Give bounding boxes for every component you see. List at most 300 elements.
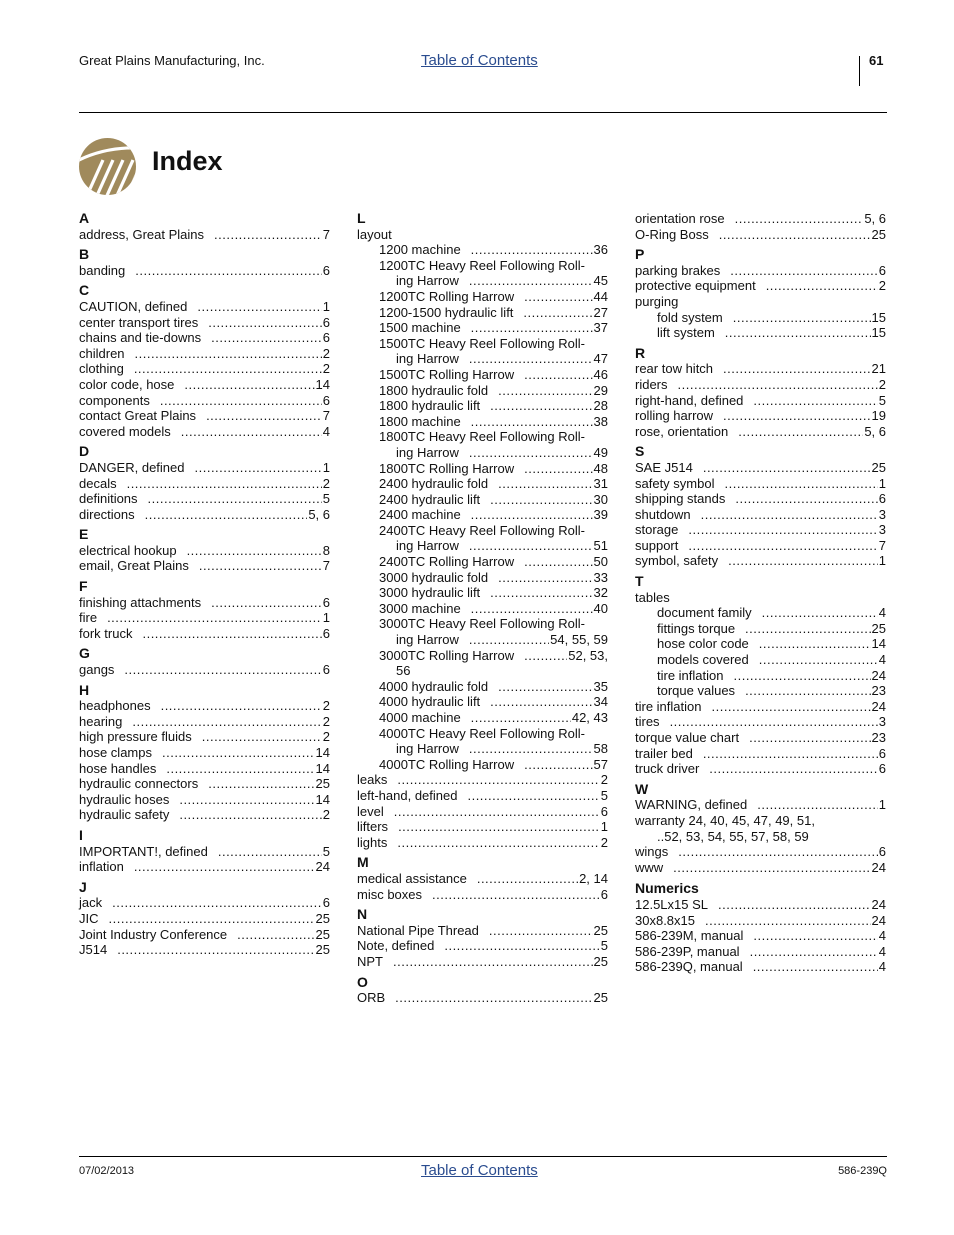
dot-leader bbox=[211, 330, 322, 346]
index-entry-page: 15 bbox=[871, 309, 886, 325]
index-entry-page: 52, 53, bbox=[568, 647, 608, 663]
index-entry-term: children bbox=[79, 345, 125, 361]
index-entry-page: 4 bbox=[878, 652, 886, 668]
index-entry-page: 37 bbox=[593, 320, 608, 336]
index-entry-term: 4000 hydraulic lift bbox=[379, 694, 481, 710]
index-entry bbox=[357, 367, 608, 383]
dot-leader bbox=[523, 305, 592, 321]
index-entry-page: 42, 43 bbox=[571, 710, 608, 725]
index-entry-term: 2400 machine bbox=[379, 507, 461, 523]
dot-leader bbox=[709, 761, 877, 777]
index-entry-term: 1500 machine bbox=[379, 320, 461, 336]
index-entry bbox=[357, 383, 608, 399]
index-entry bbox=[635, 393, 886, 409]
index-entry bbox=[357, 788, 608, 804]
index-entry-term: ing Harrow bbox=[396, 351, 459, 367]
index-entry-page: 6 bbox=[322, 895, 330, 911]
index-entry bbox=[79, 476, 330, 492]
index-entry-page: 6 bbox=[322, 314, 330, 330]
index-entry bbox=[357, 476, 608, 492]
footer-toc-link[interactable]: Table of Contents bbox=[421, 1162, 538, 1179]
index-entry bbox=[79, 460, 330, 476]
index-entry-page: 28 bbox=[593, 398, 608, 414]
index-entry-term: 1800TC Heavy Reel Following Roll- bbox=[379, 429, 585, 445]
index-entry bbox=[79, 807, 330, 823]
dot-leader bbox=[181, 424, 322, 440]
index-entry-term: 1800TC Rolling Harrow bbox=[379, 460, 515, 476]
index-entry-page: 2 bbox=[322, 361, 330, 377]
index-entry-term: right-hand, defined bbox=[635, 392, 744, 408]
index-entry bbox=[635, 928, 886, 944]
index-entry-term: safety symbol bbox=[635, 475, 715, 491]
dot-leader bbox=[498, 476, 592, 492]
index-entry-term: high pressure fluids bbox=[79, 729, 192, 745]
dot-leader bbox=[678, 377, 878, 393]
index-entry-term: directions bbox=[79, 506, 135, 522]
dot-leader bbox=[753, 928, 877, 944]
index-entry-term: hearing bbox=[79, 713, 123, 729]
index-entry-term: symbol, safety bbox=[635, 553, 719, 569]
index-entry bbox=[357, 601, 608, 617]
index-entry bbox=[357, 679, 608, 695]
index-entry-page: 4 bbox=[878, 605, 886, 621]
index-entry bbox=[79, 315, 330, 331]
index-section-heading: B bbox=[79, 246, 90, 263]
index-entry-term: lights bbox=[357, 834, 388, 850]
index-entry bbox=[635, 263, 886, 279]
dot-leader bbox=[688, 538, 877, 554]
dot-leader bbox=[469, 632, 549, 648]
index-entry-term: finishing attachments bbox=[79, 594, 202, 610]
index-section-heading: O bbox=[357, 973, 368, 990]
index-entry-term: 4000 machine bbox=[379, 710, 461, 725]
index-entry-page: 2 bbox=[600, 834, 608, 850]
index-entry-page: 2 bbox=[322, 698, 330, 714]
header-divider bbox=[859, 56, 860, 86]
dot-leader bbox=[498, 570, 592, 586]
index-entry bbox=[357, 819, 608, 835]
index-entry bbox=[79, 662, 330, 678]
index-entry bbox=[357, 772, 608, 788]
index-entry-term: 2400 hydraulic fold bbox=[379, 476, 489, 492]
index-entry bbox=[635, 621, 886, 637]
index-entry-term: banding bbox=[79, 262, 126, 278]
index-entry bbox=[635, 761, 886, 777]
index-entry-term: tire inflation bbox=[657, 667, 724, 683]
index-entry bbox=[79, 729, 330, 745]
index-entry-page: 25 bbox=[315, 926, 330, 942]
index-entry-term: 1200TC Heavy Reel Following Roll- bbox=[379, 257, 585, 273]
dot-leader bbox=[202, 729, 322, 745]
index-entry-term: 4000 hydraulic fold bbox=[379, 678, 489, 694]
dot-leader bbox=[723, 361, 870, 377]
index-entry-page: 47 bbox=[593, 351, 608, 367]
dot-leader bbox=[471, 242, 593, 258]
dot-leader bbox=[705, 913, 871, 929]
index-entry bbox=[635, 636, 886, 652]
dot-leader bbox=[206, 408, 322, 424]
index-section-heading: H bbox=[79, 681, 90, 698]
dot-leader bbox=[498, 383, 592, 399]
index-entry-page: 15 bbox=[871, 325, 886, 341]
index-entry bbox=[635, 361, 886, 377]
dot-leader bbox=[148, 491, 322, 507]
index-entry-term: 2400 hydraulic lift bbox=[379, 491, 481, 507]
dot-leader bbox=[735, 211, 864, 227]
index-entry bbox=[79, 776, 330, 792]
index-entry bbox=[79, 714, 330, 730]
index-entry bbox=[357, 923, 608, 939]
dot-leader bbox=[195, 460, 322, 476]
index-entry-term: 4000TC Heavy Reel Following Roll- bbox=[379, 725, 585, 741]
dot-leader bbox=[208, 315, 322, 331]
index-entry-page: 5 bbox=[600, 938, 608, 954]
index-entry-page: 6 bbox=[322, 262, 330, 278]
index-entry-text: warranty 24, 40, 45, 47, 49, 51, bbox=[635, 812, 815, 828]
index-entry-term: support bbox=[635, 537, 679, 553]
index-entry-page: 25 bbox=[593, 922, 608, 938]
footer-rule bbox=[79, 1156, 887, 1157]
index-entry bbox=[79, 761, 330, 777]
index-entry-page: 1 bbox=[322, 459, 330, 475]
index-entry-term: lifters bbox=[357, 819, 389, 835]
index-entry-page: 6 bbox=[322, 330, 330, 346]
dot-leader bbox=[142, 626, 321, 642]
index-entry-page: 58 bbox=[593, 741, 608, 757]
index-entry-page: 14 bbox=[871, 636, 886, 652]
index-entry-term: shutdown bbox=[635, 506, 691, 522]
index-entry-term: contact Great Plains bbox=[79, 408, 197, 424]
index-entry-term: fittings torque bbox=[657, 620, 736, 636]
index-entry-term: truck driver bbox=[635, 761, 700, 777]
dot-leader bbox=[723, 408, 870, 424]
dot-leader bbox=[489, 923, 593, 939]
dot-leader bbox=[477, 871, 578, 887]
index-entry-page: 40 bbox=[593, 600, 608, 616]
dot-leader bbox=[393, 954, 593, 970]
dot-leader bbox=[490, 585, 592, 601]
index-subheading: layout bbox=[357, 226, 392, 242]
dot-leader bbox=[471, 320, 593, 336]
index-entry-page: 6 bbox=[878, 844, 886, 860]
dot-leader bbox=[725, 325, 871, 341]
index-entry bbox=[79, 927, 330, 943]
index-entry-page: 44 bbox=[593, 288, 608, 304]
dot-leader bbox=[733, 310, 871, 326]
index-entry-page: 50 bbox=[593, 554, 608, 570]
index-entry-page: 25 bbox=[871, 459, 886, 475]
dot-leader bbox=[135, 263, 321, 279]
dot-leader bbox=[524, 648, 567, 664]
index-entry-term: 1800 hydraulic fold bbox=[379, 382, 489, 398]
index-entry-term: covered models bbox=[79, 423, 171, 439]
index-entry-term: hydraulic hoses bbox=[79, 791, 170, 807]
index-entry-page: 1 bbox=[322, 298, 330, 314]
index-entry bbox=[79, 792, 330, 808]
index-entry bbox=[357, 954, 608, 970]
index-entry bbox=[635, 507, 886, 523]
dot-leader bbox=[757, 797, 878, 813]
dot-leader bbox=[753, 393, 877, 409]
dot-leader bbox=[237, 927, 314, 943]
index-entry-term: hydraulic safety bbox=[79, 807, 170, 823]
index-entry-term: hose clamps bbox=[79, 745, 152, 760]
index-entry-term: misc boxes bbox=[357, 886, 423, 902]
index-entry bbox=[79, 543, 330, 559]
index-entry-page: 45 bbox=[593, 273, 608, 289]
index-entry-term: 2400TC Rolling Harrow bbox=[379, 554, 515, 570]
dot-leader bbox=[161, 698, 322, 714]
index-entry-page: 24 bbox=[871, 698, 886, 714]
index-entry bbox=[79, 491, 330, 507]
dot-leader bbox=[179, 792, 314, 808]
index-entry-page: 6 bbox=[878, 761, 886, 777]
index-section-heading: N bbox=[357, 906, 368, 923]
index-entry bbox=[79, 263, 330, 279]
index-entry-term: fold system bbox=[657, 309, 723, 325]
index-entry bbox=[79, 227, 330, 243]
dot-leader bbox=[678, 844, 878, 860]
page-title: Index bbox=[152, 146, 223, 176]
index-entry bbox=[635, 476, 886, 492]
dot-leader bbox=[112, 895, 322, 911]
index-entry bbox=[635, 683, 886, 699]
index-entry-page: 7 bbox=[322, 558, 330, 574]
index-entry-page: 19 bbox=[871, 408, 886, 424]
index-entry-term: lift system bbox=[657, 325, 715, 341]
index-entry-page: 1 bbox=[878, 797, 886, 813]
index-entry-term: color code, hose bbox=[79, 376, 175, 392]
index-section-heading: S bbox=[635, 443, 645, 460]
dot-leader bbox=[469, 538, 593, 554]
footer-doc-number: 586-239Q bbox=[838, 1165, 887, 1177]
index-entry-term: fire bbox=[79, 610, 98, 626]
dot-leader bbox=[127, 476, 322, 492]
dot-leader bbox=[394, 804, 600, 820]
index-entry-page: 24 bbox=[871, 667, 886, 683]
dot-leader bbox=[498, 679, 592, 695]
index-entry-page: 2, 14 bbox=[579, 870, 608, 886]
index-entry bbox=[79, 942, 330, 958]
index-entry-page: 6 bbox=[600, 803, 608, 819]
index-entry-term: center transport tires bbox=[79, 314, 199, 330]
dot-leader bbox=[218, 844, 322, 860]
index-entry bbox=[79, 911, 330, 927]
index-entry bbox=[357, 570, 608, 586]
index-entry bbox=[79, 507, 330, 523]
index-entry bbox=[635, 844, 886, 860]
index-entry-term: document family bbox=[657, 605, 752, 621]
dot-leader bbox=[145, 507, 308, 523]
index-entry-term: 586-239Q, manual bbox=[635, 959, 743, 975]
index-entry bbox=[357, 242, 608, 258]
index-entry-page: 6 bbox=[878, 491, 886, 507]
index-entry-page: 24 bbox=[871, 896, 886, 912]
index-section-heading: L bbox=[357, 210, 366, 226]
index-entry-term: models covered bbox=[657, 652, 749, 668]
index-entry-page: 3 bbox=[878, 522, 886, 538]
index-entry-page: 24 bbox=[871, 912, 886, 928]
index-section-heading: D bbox=[79, 443, 90, 460]
index-entry bbox=[635, 714, 886, 730]
dot-leader bbox=[187, 543, 322, 559]
index-entry bbox=[357, 804, 608, 820]
index-entry-term: 3000 machine bbox=[379, 600, 461, 616]
index-entry-page: 35 bbox=[593, 678, 608, 694]
index-entry-page: 5 bbox=[600, 787, 608, 803]
index-entry-term: Joint Industry Conference bbox=[79, 926, 228, 942]
dot-leader bbox=[749, 730, 870, 746]
index-entry-term: 2400TC Heavy Reel Following Roll- bbox=[379, 522, 585, 538]
index-entry-page: 24 bbox=[871, 859, 886, 875]
index-entry bbox=[357, 990, 608, 1006]
index-entry-term: rear tow hitch bbox=[635, 361, 714, 377]
index-entry-page: 25 bbox=[315, 776, 330, 792]
index-entry-term: left-hand, defined bbox=[357, 787, 458, 803]
index-entry-page: 25 bbox=[593, 953, 608, 969]
index-entry-page: 25 bbox=[315, 910, 330, 926]
index-entry-page: 39 bbox=[593, 507, 608, 523]
index-entry-page: 54, 55, 59 bbox=[550, 632, 608, 648]
index-entry-page-wrap: 56 bbox=[396, 663, 411, 679]
dot-leader bbox=[524, 289, 592, 305]
dot-leader bbox=[397, 772, 599, 788]
dot-leader bbox=[469, 445, 593, 461]
index-entry-page: 2 bbox=[600, 772, 608, 788]
index-entry-page: 25 bbox=[315, 942, 330, 958]
dot-leader bbox=[745, 621, 870, 637]
dot-leader bbox=[490, 694, 592, 710]
index-entry-term: ing Harrow bbox=[396, 444, 459, 460]
index-entry-page: 4 bbox=[322, 423, 330, 439]
index-entry-page: 5, 6 bbox=[308, 506, 330, 522]
dot-leader bbox=[467, 788, 599, 804]
index-entry-term: trailer bed bbox=[635, 745, 693, 761]
dot-leader bbox=[471, 507, 593, 523]
dot-leader bbox=[524, 554, 592, 570]
index-entry bbox=[635, 605, 886, 621]
dot-leader bbox=[703, 460, 871, 476]
dot-leader bbox=[762, 605, 878, 621]
dot-leader bbox=[735, 491, 877, 507]
index-entry-term: ing Harrow bbox=[396, 538, 459, 554]
index-entry bbox=[635, 522, 886, 538]
index-entry-term: 3000TC Rolling Harrow bbox=[379, 647, 515, 663]
index-entry-term: protective equipment bbox=[635, 278, 756, 294]
header-toc-link[interactable]: Table of Contents bbox=[421, 52, 538, 69]
index-entry bbox=[79, 346, 330, 362]
index-entry bbox=[635, 491, 886, 507]
index-entry bbox=[635, 897, 886, 913]
dot-leader bbox=[738, 424, 863, 440]
dot-leader bbox=[109, 911, 315, 927]
dot-leader bbox=[724, 476, 877, 492]
index-entry-page: 14 bbox=[315, 745, 330, 760]
index-entry bbox=[79, 626, 330, 642]
index-entry-term: headphones bbox=[79, 698, 151, 714]
index-entry-term: hose color code bbox=[657, 636, 749, 652]
dot-leader bbox=[759, 652, 878, 668]
index-entry-term: hose handles bbox=[79, 760, 157, 776]
index-entry bbox=[79, 299, 330, 315]
index-entry-term: parking brakes bbox=[635, 262, 721, 278]
index-entry bbox=[357, 871, 608, 887]
index-entry-page: 32 bbox=[593, 585, 608, 601]
index-entry-term: www bbox=[635, 859, 664, 875]
index-entry-term: ing Harrow bbox=[396, 741, 459, 757]
index-entry bbox=[357, 554, 608, 570]
index-section-heading: F bbox=[79, 578, 88, 595]
index-entry bbox=[635, 310, 886, 326]
index-entry bbox=[635, 377, 886, 393]
dot-leader bbox=[490, 492, 592, 508]
dot-leader bbox=[688, 522, 877, 538]
dot-leader bbox=[766, 278, 878, 294]
index-entry-page: 3 bbox=[878, 506, 886, 522]
index-column-1 bbox=[79, 211, 330, 958]
index-entry bbox=[635, 944, 886, 960]
index-entry-page: 25 bbox=[871, 620, 886, 636]
index-entry-page: 1 bbox=[322, 610, 330, 626]
index-entry bbox=[635, 408, 886, 424]
index-entry bbox=[357, 835, 608, 851]
index-entry-page: 2 bbox=[322, 713, 330, 729]
index-entry bbox=[635, 913, 886, 929]
index-entry-page: 5, 6 bbox=[864, 211, 886, 226]
index-entry-page: 8 bbox=[322, 542, 330, 558]
index-entry-term: 1200 machine bbox=[379, 242, 461, 258]
index-subheading: tables bbox=[635, 589, 670, 605]
index-entry-term: WARNING, defined bbox=[635, 797, 748, 813]
index-entry-term: J514 bbox=[79, 942, 108, 958]
index-entry-page: 7 bbox=[878, 537, 886, 553]
dot-leader bbox=[711, 699, 870, 715]
index-entry bbox=[635, 652, 886, 668]
index-entry-term: clothing bbox=[79, 361, 124, 377]
index-entry-page: 14 bbox=[315, 760, 330, 776]
index-entry bbox=[79, 859, 330, 875]
index-entry bbox=[357, 305, 608, 321]
index-entry-term: SAE J514 bbox=[635, 459, 693, 475]
dot-leader bbox=[211, 595, 322, 611]
index-entry bbox=[79, 610, 330, 626]
index-entry-page: 6 bbox=[322, 392, 330, 408]
index-section-heading: T bbox=[635, 573, 644, 590]
index-entry-term: medical assistance bbox=[357, 870, 467, 886]
index-entry bbox=[79, 330, 330, 346]
great-plains-logo-icon bbox=[79, 138, 136, 195]
index-entry-text: ..52, 53, 54, 55, 57, 58, 59 bbox=[657, 828, 809, 844]
dot-leader bbox=[750, 944, 878, 960]
index-entry-page: 24 bbox=[315, 859, 330, 875]
index-entry bbox=[79, 595, 330, 611]
index-entry-page: 38 bbox=[593, 413, 608, 429]
index-entry-term: wings bbox=[635, 844, 669, 860]
index-entry-page: 2 bbox=[322, 729, 330, 745]
index-entry bbox=[635, 860, 886, 876]
index-entry-term: chains and tie-downs bbox=[79, 330, 202, 346]
index-entry-page: 5 bbox=[322, 491, 330, 507]
index-entry-term: electrical hookup bbox=[79, 542, 177, 558]
index-entry bbox=[357, 694, 608, 710]
index-entry-term: torque values bbox=[657, 683, 736, 699]
index-entry-term: inflation bbox=[79, 859, 124, 875]
index-entry-page: 25 bbox=[593, 990, 608, 1006]
index-entry-term: O-Ring Boss bbox=[635, 226, 709, 242]
index-entry-page: 4 bbox=[878, 943, 886, 959]
index-entry-page: 30 bbox=[593, 491, 608, 507]
index-section-heading: Numerics bbox=[635, 880, 699, 897]
